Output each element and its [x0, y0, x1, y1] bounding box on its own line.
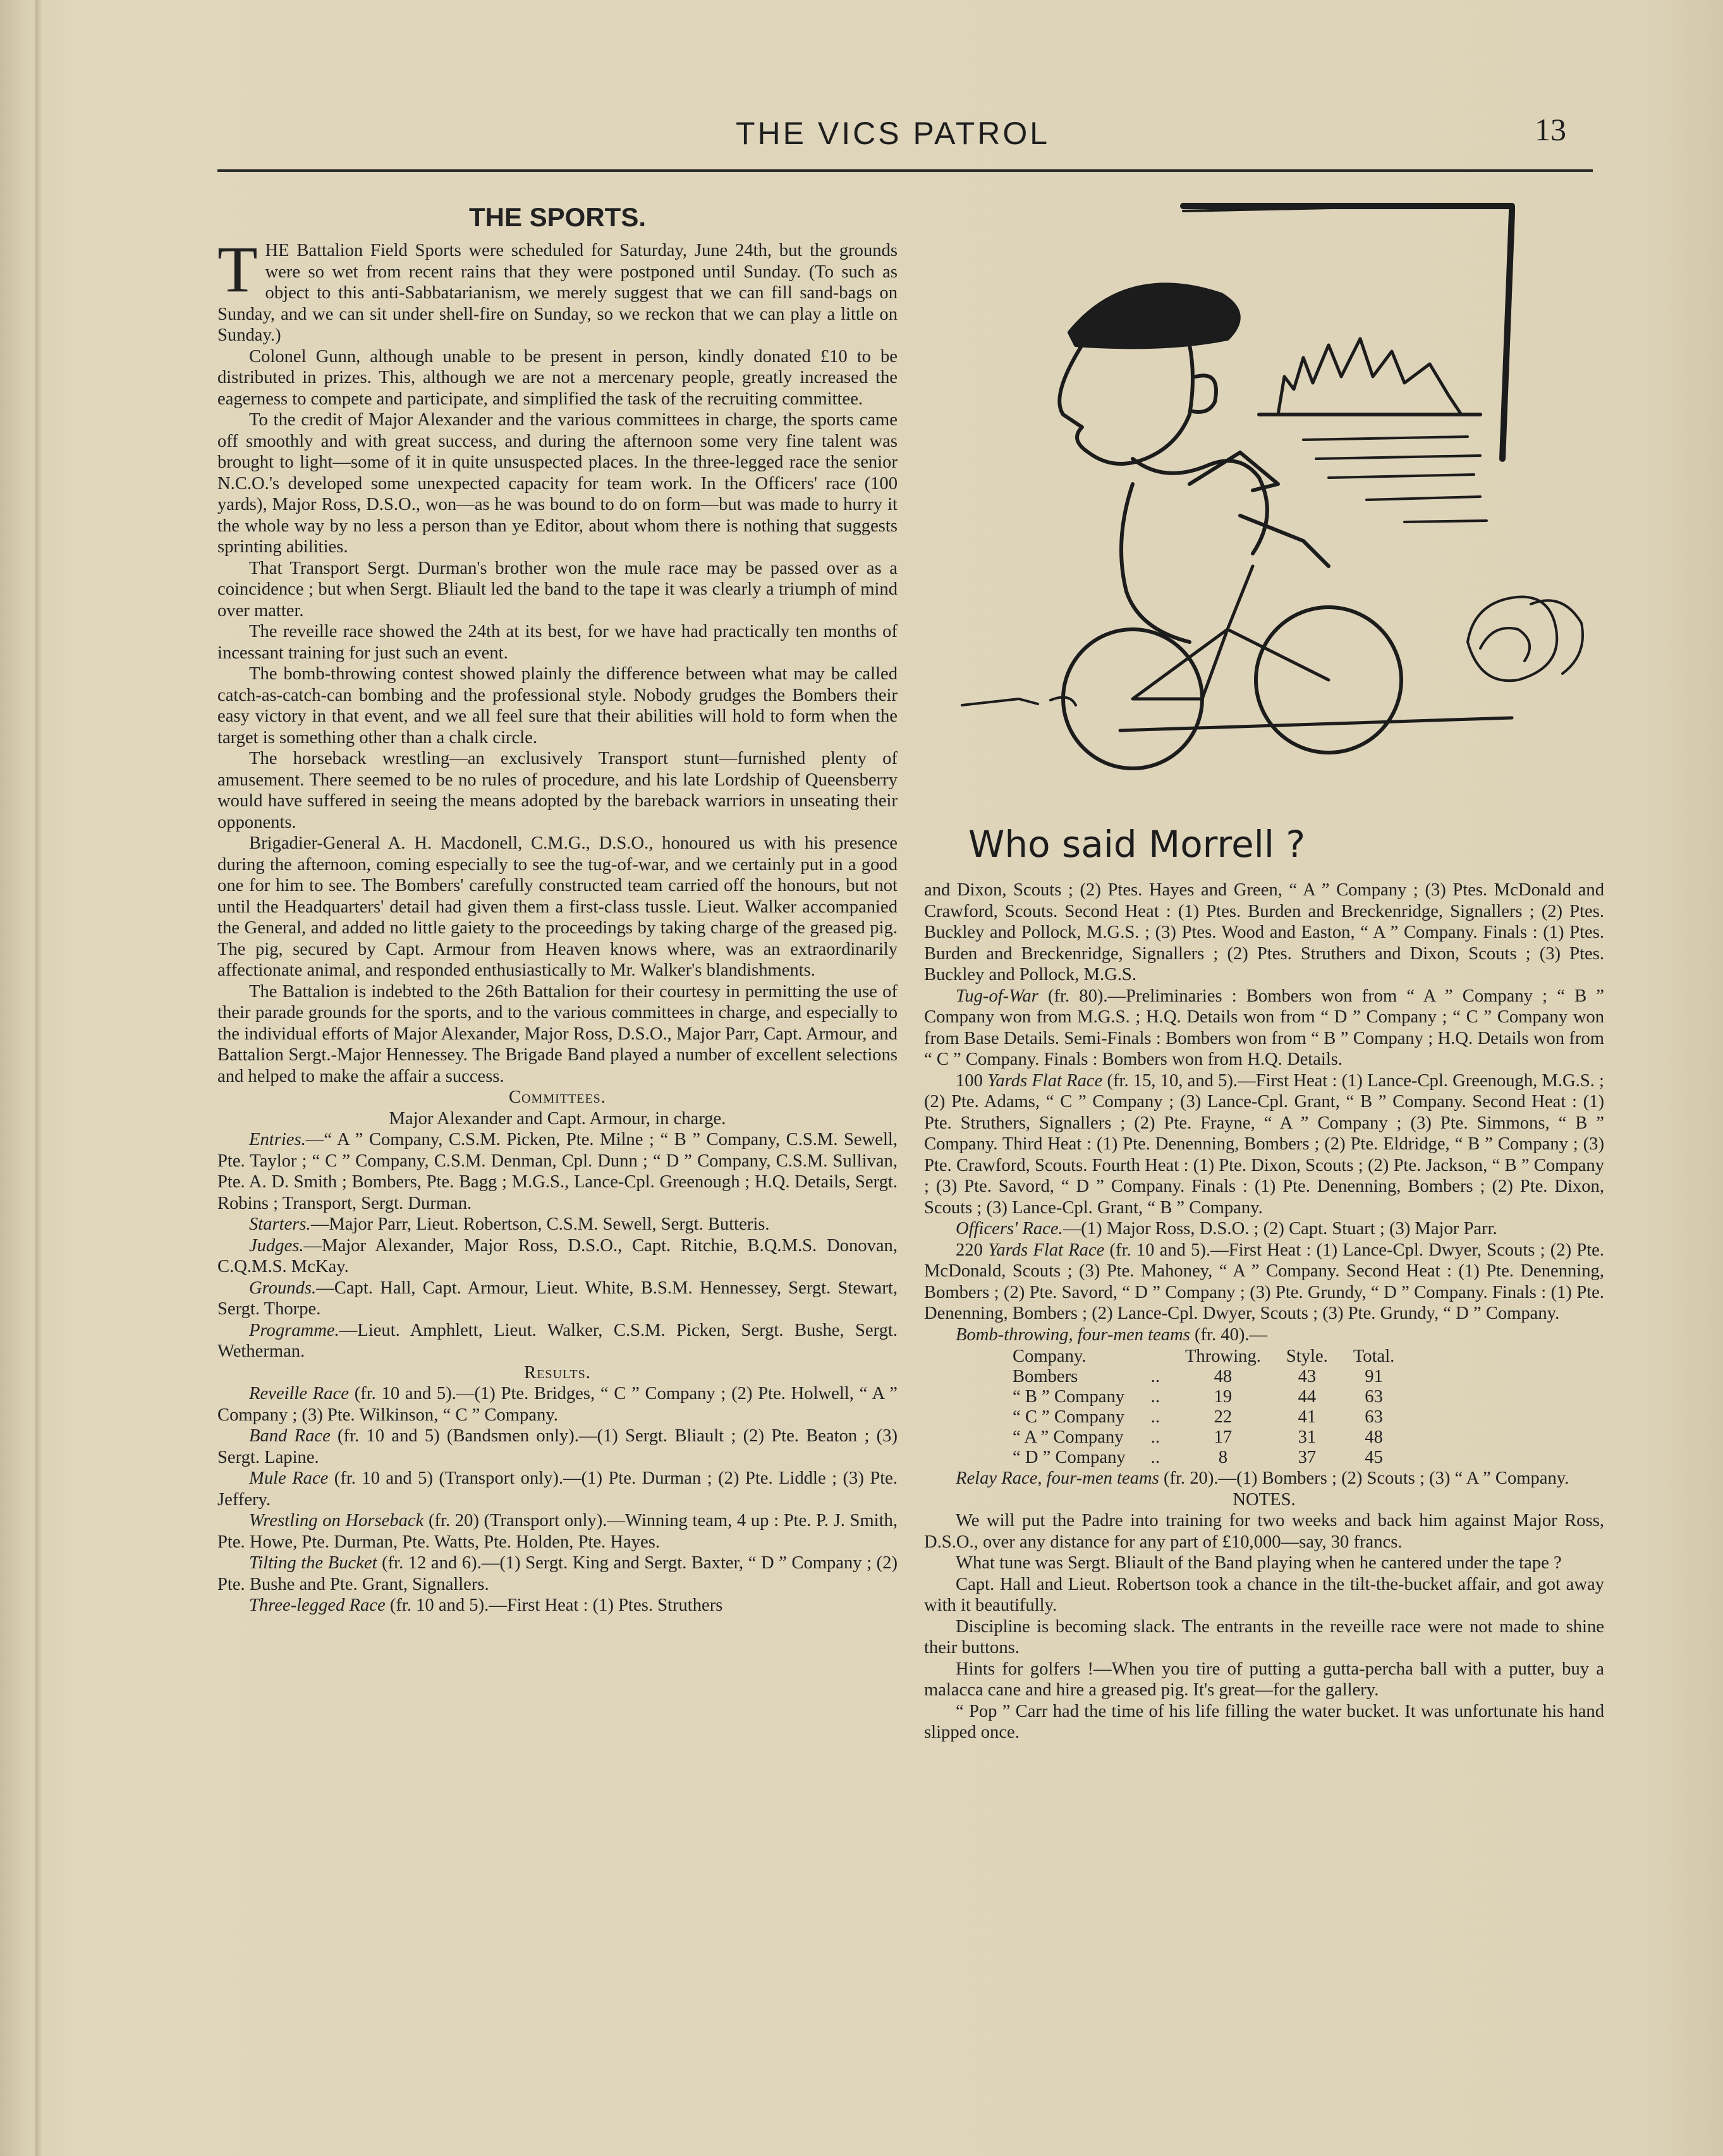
table-row [1000, 1407, 1407, 1427]
table-cell: “ D ” Company [1013, 1448, 1126, 1467]
table-cell: Bombers [1013, 1367, 1078, 1386]
table-cell: .. [1150, 1367, 1160, 1386]
starters-text: —Major Parr, Lieut. Robertson, C.S.M. Sewell, Sergt. Butteris. [310, 1214, 770, 1234]
article-paragraph-9: The Battalion is indebted to the 26th Battalion for their courtesy in permitting the use of their parade grounds for the sports, and to the various committees in charge, and especially to the individual efforts of Major Alexander, Major Ross, D.S.O., Major Parr, Capt. Armour, and Battalion Sergt.-Major Hennessey. The Brigade Band played a number of excellent selections and helped to make the affair a success. [217, 981, 898, 1086]
cyclist-cartoon [924, 187, 1604, 869]
mule-text: (fr. 10 and 5) (Transport only).—(1) Pte. Durman ; (2) Pte. Liddle ; (3) Pte. Jeffery. [217, 1469, 898, 1510]
tug-text: (fr. 80).—Preliminaries : Bombers won from “ A ” Company ; “ B ” Company won from M.G.S. ; H.Q. Details won from “ D ” Company ; “ C ” Company won from Base Details. Semi-Finals : Bombers won from “ B ” Company ; H.Q. Details won from “ C ” Company. Finals : Bombers won from H.Q. Details. [924, 986, 1604, 1069]
table-row [1000, 1367, 1407, 1387]
bomb-text: (fr. 40).— [1190, 1324, 1268, 1345]
starters-label: Starters. [249, 1214, 311, 1234]
result-wrestling [217, 1510, 898, 1553]
relay-text: (fr. 20).—(1) Bombers ; (2) Scouts ; (3) “ A ” Company. [1159, 1469, 1569, 1488]
article-paragraph-5: The reveille race showed the 24th at its best, for we have had practically ten months of incessant training for just such an event. [217, 622, 898, 663]
drop-cap: T [217, 233, 258, 306]
committee-starters [217, 1214, 898, 1235]
yards220-prefix: 220 [956, 1240, 989, 1260]
yards100-prefix: 100 [956, 1070, 988, 1091]
bomb-throwing-table [1000, 1347, 1407, 1468]
committees-heading: Committees. [509, 1087, 606, 1107]
three-legged-label: Three-legged Race [249, 1596, 386, 1615]
officers-label: Officers' Race. [956, 1219, 1063, 1238]
result-relay [924, 1468, 1604, 1489]
grounds-text: —Capt. Hall, Capt. Armour, Lieut. White, B.S.M. Hennessey, Sergt. Stewart, Sergt. Thorpe. [217, 1278, 898, 1319]
table-cell: 43 [1298, 1367, 1317, 1386]
results-heading: Results. [524, 1362, 591, 1383]
table-cell: 37 [1298, 1448, 1317, 1467]
table-header-row [1000, 1347, 1407, 1367]
table-cell: 41 [1298, 1407, 1317, 1427]
reveille-label: Reveille Race [249, 1384, 349, 1403]
left-column [217, 201, 898, 1616]
table-cell: 19 [1214, 1387, 1233, 1407]
table-cell: 44 [1298, 1387, 1317, 1407]
article-paragraph-6: The bomb-throwing contest showed plainly the difference between what may be called catch-as-catch-can bombing and the professional style. Nobody grudges the Bombers their easy victory in that event, and we all feel sure that their abilities will hold to form when the target is something other than a chalk circle. [217, 664, 898, 748]
table-header: Total. [1353, 1347, 1395, 1366]
tug-label: Tug-of-War [956, 986, 1038, 1006]
table-cell: “ C ” Company [1013, 1407, 1125, 1427]
band-label: Band Race [249, 1426, 331, 1446]
binding-gutter [35, 0, 42, 2156]
note-1: We will put the Padre into training for two weeks and back him against Major Ross, D.S.O., over any distance for any part of £10,000—say, 30 francs. [924, 1511, 1604, 1552]
bomb-label: Bomb-throwing, four-men teams [956, 1324, 1190, 1345]
result-bomb-throwing [924, 1324, 1604, 1346]
committees-in-charge: Major Alexander and Capt. Armour, in charge. [389, 1108, 726, 1129]
table-cell: 91 [1365, 1367, 1383, 1386]
note-4: Discipline is becoming slack. The entrants in the reveille race were not made to shine their buttons. [924, 1616, 1604, 1657]
table-row [1000, 1387, 1407, 1407]
reveille-text: (fr. 10 and 5).—(1) Pte. Bridges, “ C ” Company ; (2) Pte. Holwell, “ A ” Company ; (3) Pte. Wilkinson, “ C ” Company. [217, 1384, 898, 1425]
table-header: Company. [1013, 1347, 1087, 1366]
judges-text: —Major Alexander, Major Ross, D.S.O., Capt. Ritchie, B.Q.M.S. Donovan, C.Q.M.S. McKay. [217, 1235, 898, 1276]
committee-judges [217, 1235, 898, 1278]
table-cell: “ B ” Company [1013, 1387, 1125, 1407]
note-2: What tune was Sergt. Bliault of the Band playing when he cantered under the tape ? [956, 1553, 1562, 1573]
tilting-text: (fr. 12 and 6).—(1) Sergt. King and Sergt. Baxter, “ D ” Company ; (2) Pte. Bushe and Pte. Grant, Signallers. [217, 1553, 898, 1594]
result-220-yards [924, 1240, 1604, 1324]
result-tug-of-war [924, 986, 1604, 1070]
article-paragraph-1 [217, 233, 898, 346]
yards220-label: Yards Flat Race [988, 1240, 1105, 1260]
paragraph-text: HE Battalion Field Sports were scheduled for Saturday, June 24th, but the grounds were so wet from recent rains that they were postponed until Sunday. (To such as object to this anti-Sabbatarianism, we merely suggest that we can fill sand-bags on Sunday, and we can sit under shell-fire on Sunday, so we reckon that we can play a little on Sunday.) [217, 241, 898, 345]
relay-label: Relay Race, four-men teams [956, 1469, 1159, 1488]
table-cell: 45 [1365, 1448, 1383, 1467]
result-reveille [217, 1383, 898, 1426]
note-3: Capt. Hall and Lieut. Robertson took a chance in the tilt-the-bucket affair, and got away with it beautifully. [924, 1574, 1604, 1615]
programme-text: —Lieut. Amphlett, Lieut. Walker, C.S.M. Picken, Sergt. Bushe, Sergt. Wetherman. [217, 1320, 898, 1361]
article-title: THE SPORTS. [468, 202, 647, 232]
article-paragraph-3: To the credit of Major Alexander and the various committees in charge, the sports came off smoothly and with great success, and during the afternoon some very fine talent was brought to light—some of it in quite unsuspected places. In the three-legged race the senior N.C.O.'s developed some unexpected capacity for team work. In the Officers' race (100 yards), Major Ross, D.S.O., won—as he was bound to do on form—but was made to hurry it the whole way by no less a person than ye Editor, about whom there is nothing that suggests sprinting abilities. [217, 410, 898, 557]
wrestling-text: (fr. 20) (Transport only).—Winning team, 4 up : Pte. P. J. Smith, Pte. Howe, Pte. Durman, Pte. Watts, Pte. Holden, Pte. Hayes. [217, 1511, 898, 1552]
table-cell: 63 [1365, 1387, 1383, 1407]
table-cell: 48 [1365, 1427, 1383, 1447]
three-legged-text: (fr. 10 and 5).—First Heat : (1) Ptes. Struthers [385, 1596, 723, 1615]
result-three-legged [217, 1595, 898, 1616]
table-cell: 22 [1214, 1407, 1233, 1427]
result-100-yards [924, 1070, 1604, 1219]
committee-grounds [217, 1278, 898, 1320]
article-paragraph-8: Brigadier-General A. H. Macdonell, C.M.G., D.S.O., honoured us with his presence during the afternoon, coming especially to see the tug-of-war, and we certainly put in a good one for him to see. The Bombers' carefully constructed team carried off the honours, but not until the Headquarters' detail had given them a first-class tussle. Lieut. Walker accompanied the General, and added no little gaiety to the proceedings by taking charge of the greased pig. The pig, secured by Capt. Armour from Heaven knows where, was an extraordinarily affectionate animal, and responded enthusiastically to Mr. Walker's blandishments. [217, 833, 898, 980]
table-cell: .. [1150, 1448, 1160, 1467]
table-cell: .. [1150, 1407, 1160, 1427]
page-number: 13 [1535, 112, 1566, 147]
table-cell: “ A ” Company [1013, 1427, 1124, 1447]
entries-text: —“ A ” Company, C.S.M. Picken, Pte. Milne ; “ B ” Company, C.S.M. Sewell, Pte. Taylor ; “ C ” Company, C.S.M. Denman, Cpl. Dunn ; “ D ” Company, C.S.M. Sullivan, Pte. A. D. Smith ; Bombers, Pte. Bagg ; M.G.S., Lance-Cpl. Greenough ; H.Q. Details, Sergt. Robins ; Transport, Sergt. Durman. [217, 1130, 898, 1213]
header-rule [217, 169, 1593, 172]
result-band [217, 1426, 898, 1468]
note-6: “ Pop ” Carr had the time of his life filling the water bucket. It was unfortunate his hand slipped once. [924, 1701, 1604, 1742]
entries-label: Entries. [249, 1130, 306, 1149]
yards100-text: (fr. 15, 10, and 5).—First Heat : (1) Lance-Cpl. Greenough, M.G.S. ; (2) Pte. Adams, “ C ” Company ; (3) Lance-Cpl. Grant, “ B ” Company. Second Heat : (1) Pte. Struthers, Signallers ; (2) Pte. Frayne, “ A ” Company ; (3) Pte. Simmons, “ B ” Company. Third Heat : (1) Pte. Denenning, Bombers ; (2) Pte. Eldridge, “ B ” Company ; (3) Pte. Crawford, Scouts. Fourth Heat : (1) Pte. Dixon, Scouts ; (2) Pte. Jackson, “ B ” Company ; (3) Pte. Savord, “ D ” Company. Finals : (1) Pte. Denenning, Bombers ; (2) Pte. Dixon, Scouts ; (3) Lance-Cpl. Grant, “ B ” Company. [924, 1070, 1604, 1218]
yards220-text: (fr. 10 and 5).—First Heat : (1) Lance-Cpl. Dwyer, Scouts ; (2) Pte. McDonald, Scouts ; (3) Pte. Mahoney, “ A ” Company. Second Heat : (1) Pte. Denenning, Bombers ; (2) Pte. Savord, “ D ” Company ; (3) Pte. Grundy, “ D ” Company. Finals : (1) Pte. Denenning, Bombers ; (2) Lance-Cpl. Dwyer, Scouts ; (3) Pte. Grundy, “ D ” Company. [924, 1240, 1604, 1323]
committee-programme [217, 1320, 898, 1362]
tilting-label: Tilting the Bucket [249, 1553, 377, 1573]
result-officers-race [924, 1218, 1604, 1240]
notes-heading: NOTES. [1233, 1489, 1296, 1510]
article-paragraph-4: That Transport Sergt. Durman's brother won the mule race may be passed over as a coincidence ; but when Sergt. Bliault led the band to the tape it was clearly a triumph of mind over matter. [217, 558, 898, 621]
table-header: Style. [1286, 1347, 1328, 1366]
grounds-label: Grounds. [249, 1278, 317, 1298]
note-5: Hints for golfers !—When you tire of putting a gutta-percha ball with a putter, buy a malacca cane and hire a greased pig. It's great—for the gallery. [924, 1659, 1604, 1700]
cartoon-caption: Who said Morrell ? [968, 823, 1306, 866]
mule-label: Mule Race [249, 1469, 329, 1488]
table-cell: 17 [1214, 1427, 1233, 1447]
table-cell: 8 [1218, 1448, 1228, 1467]
article-paragraph-7: The horseback wrestling—an exclusively Transport stunt—furnished plenty of amusement. There seemed to be no rules of procedure, and his late Lordship of Queensberry would have suffered in seeing the means adopted by the bareback warriors in unseating their opponents. [217, 749, 898, 832]
running-header: THE VICS PATROL [736, 116, 1050, 151]
article-paragraph-2: Colonel Gunn, although unable to be present in person, kindly donated £10 to be distributed in prizes. This, although we are not a mercenary people, greatly increased the eagerness to compete and participate, and simplified the task of the recruiting committee. [217, 346, 898, 409]
committee-entries [217, 1129, 898, 1214]
result-tilting [217, 1553, 898, 1595]
yards100-label: Yards Flat Race [987, 1070, 1103, 1091]
table-cell: .. [1150, 1427, 1160, 1447]
judges-label: Judges. [249, 1235, 304, 1256]
cartoon-illustration [924, 187, 1604, 869]
programme-label: Programme. [249, 1320, 339, 1340]
table-cell: 48 [1214, 1367, 1233, 1386]
right-column [924, 880, 1604, 1743]
table-row [1000, 1427, 1407, 1448]
result-mule [217, 1468, 898, 1510]
table-header: Throwing. [1184, 1347, 1261, 1366]
table-cell: .. [1150, 1387, 1160, 1407]
wrestling-label: Wrestling on Horseback [249, 1511, 424, 1530]
table-cell: 63 [1365, 1407, 1383, 1427]
table-row [1000, 1448, 1407, 1468]
band-text: (fr. 10 and 5) (Bandsmen only).—(1) Sergt. Bliault ; (2) Pte. Beaton ; (3) Sergt. Lapine. [217, 1426, 898, 1467]
table-header [1138, 1347, 1172, 1367]
result-three-legged-continued: and Dixon, Scouts ; (2) Ptes. Hayes and Green, “ A ” Company ; (3) Ptes. McDonald and Crawford, Scouts. Second Heat : (1) Ptes. Burden and Breckenridge, Signallers ; (2) Ptes. Buckley and Pollock, M.G.S. ; (3) Ptes. Wood and Easton, “ A ” Company. Finals : (1) Ptes. Burden and Breckenridge, Signallers ; (2) Ptes. Struthers and Dixon, Scouts ; (3) Ptes. Buckley and Pollock, M.G.S. [924, 880, 1604, 984]
table-cell: 31 [1298, 1427, 1317, 1447]
officers-text: —(1) Major Ross, D.S.O. ; (2) Capt. Stuart ; (3) Major Parr. [1062, 1219, 1497, 1238]
